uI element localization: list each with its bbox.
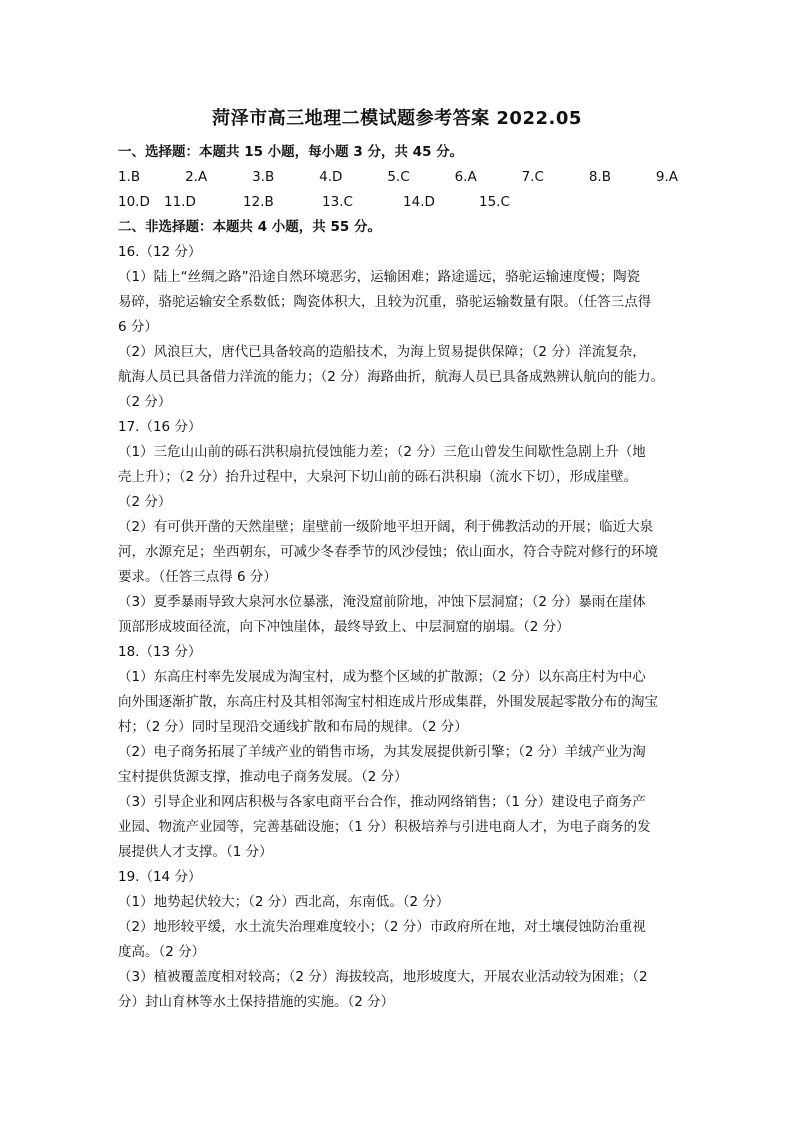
text-line: 展提供人才支撑。（1 分） — [118, 844, 273, 860]
answer-item: 5.C — [387, 169, 410, 185]
text-line: （1）东高庄村率先发展成为淘宝村，成为整个区域的扩散源；（2 分）以东高庄村为中心 — [118, 669, 646, 685]
text-line: （3）引导企业和网店积极与各家电商平台合作，推动网络销售；（1 分）建设电子商务产 — [118, 794, 646, 810]
question-17-part-3 — [118, 590, 678, 640]
text-line: （2 分） — [118, 494, 172, 510]
text-line: 村；（2 分）同时呈现沿交通线扩散和布局的规律。（2 分） — [118, 719, 468, 735]
text-line: （3）植被覆盖度相对较高；（2 分）海拔较高，地形坡度大，开展农业活动较为困难；（2 — [118, 969, 648, 985]
text-line: （2）有可供开凿的天然崖壁；崖壁前一级阶地平坦开阔，利于佛教活动的开展；临近大泉 — [118, 519, 654, 535]
text-line: 6 分） — [118, 319, 158, 335]
text-line: （1）三危山山前的砾石洪积扇抗侵蚀能力差；（2 分）三危山曾发生间歇性急剧上升（地 — [118, 444, 646, 460]
question-17-part-2 — [118, 515, 678, 590]
answer-item: 15.C — [479, 194, 510, 210]
question-18-part-2 — [118, 740, 678, 790]
question-16-heading: 16.（12 分） — [118, 244, 202, 260]
answer-item: 1.B — [118, 169, 141, 185]
text-line: （2 分） — [118, 394, 172, 410]
answer-item: 9.A — [655, 169, 678, 185]
text-line: 要求。（任答三点得 6 分） — [118, 569, 277, 585]
text-line: 宝村提供货源支撑，推动电子商务发展。（2 分） — [118, 769, 408, 785]
text-line: 业园、物流产业园等，完善基础设施；（1 分）积极培养与引进电商人才，为电子商务的发 — [118, 819, 651, 835]
text-line: 壳上升）；（2 分）抬升过程中，大泉河下切山前的砾石洪积扇（流水下切），形成崖壁。 — [118, 469, 638, 485]
answer-item: 3.B — [252, 169, 275, 185]
question-16-part-1 — [118, 265, 678, 340]
text-line: 易碎，骆驼运输安全系数低；陶瓷体积大，且较为沉重，骆驼运输数量有限。（任答三点得 — [118, 294, 652, 310]
choice-answers-row-1 — [118, 165, 678, 190]
text-line: （2）地形较平缓，水土流失治理难度较小；（2 分）市政府所在地，对土壤侵蚀防治重视 — [118, 919, 646, 935]
text-line: 分）封山育林等水土保持措施的实施。（2 分） — [118, 994, 395, 1010]
answer-item: 11.D — [164, 194, 196, 210]
text-line: （1）陆上“丝绸之路”沿途自然环境恶劣，运输困难；路途遥远，骆驼运输速度慢；陶瓷 — [118, 269, 641, 285]
choice-answers-row-2 — [118, 190, 678, 215]
question-19-part-3 — [118, 965, 678, 1015]
document-body — [118, 140, 678, 1015]
answer-item: 10.D — [118, 194, 150, 210]
answer-item: 6.A — [454, 169, 477, 185]
answer-item: 14.D — [403, 194, 435, 210]
answer-item: 8.B — [588, 169, 611, 185]
question-19-part-2 — [118, 915, 678, 965]
question-17-heading: 17.（16 分） — [118, 419, 202, 435]
text-line: （3）夏季暴雨导致大泉河水位暴涨，淹没窟前阶地，冲蚀下层洞窟；（2 分）暴雨在崖体 — [118, 594, 646, 610]
text-line: 顶部形成坡面径流，向下冲蚀崖体，最终导致上、中层洞窟的崩塌。（2 分） — [118, 619, 570, 635]
question-19-heading: 19.（14 分） — [118, 869, 202, 885]
question-18-part-3 — [118, 790, 678, 865]
question-19-part-1 — [118, 890, 678, 915]
section-heading-nonchoice: 二、非选择题：本题共 4 小题，共 55 分。 — [118, 219, 381, 235]
answer-item: 7.C — [521, 169, 544, 185]
question-16-part-2 — [118, 340, 678, 415]
text-line: 河，水源充足；坐西朝东，可减少冬春季节的风沙侵蚀；依山面水，符合寺院对修行的环境 — [118, 544, 658, 560]
answer-item: 13.C — [322, 194, 353, 210]
answer-item: 12.B — [243, 194, 274, 210]
answer-item: 2.A — [185, 169, 208, 185]
question-18-heading: 18.（13 分） — [118, 644, 202, 660]
text-line: （2）电子商务拓展了羊绒产业的销售市场，为其发展提供新引擎；（2 分）羊绒产业为淘 — [118, 744, 646, 760]
text-line: 向外围逐渐扩散，东高庄村及其相邻淘宝村相连成片形成集群，外围发展起零散分布的淘宝 — [118, 694, 658, 710]
answer-item: 4.D — [319, 169, 343, 185]
section-heading-choice: 一、选择题：本题共 15 小题，每小题 3 分，共 45 分。 — [118, 144, 464, 160]
text-line: 航海人员已具备借力洋流的能力；（2 分）海路曲折，航海人员已具备成熟辨认航向的能力。 — [118, 369, 665, 385]
text-line: 度高。（2 分） — [118, 944, 206, 960]
question-17-part-1 — [118, 440, 678, 515]
question-18-part-1 — [118, 665, 678, 740]
text-line: （2）风浪巨大，唐代已具备较高的造船技术，为海上贸易提供保障；（2 分）洋流复杂， — [118, 344, 646, 360]
text-line: （1）地势起伏较大；（2 分）西北高，东南低。（2 分） — [118, 894, 450, 910]
page-title: 菏泽市高三地理二模试题参考答案 2022.05 — [212, 108, 582, 129]
